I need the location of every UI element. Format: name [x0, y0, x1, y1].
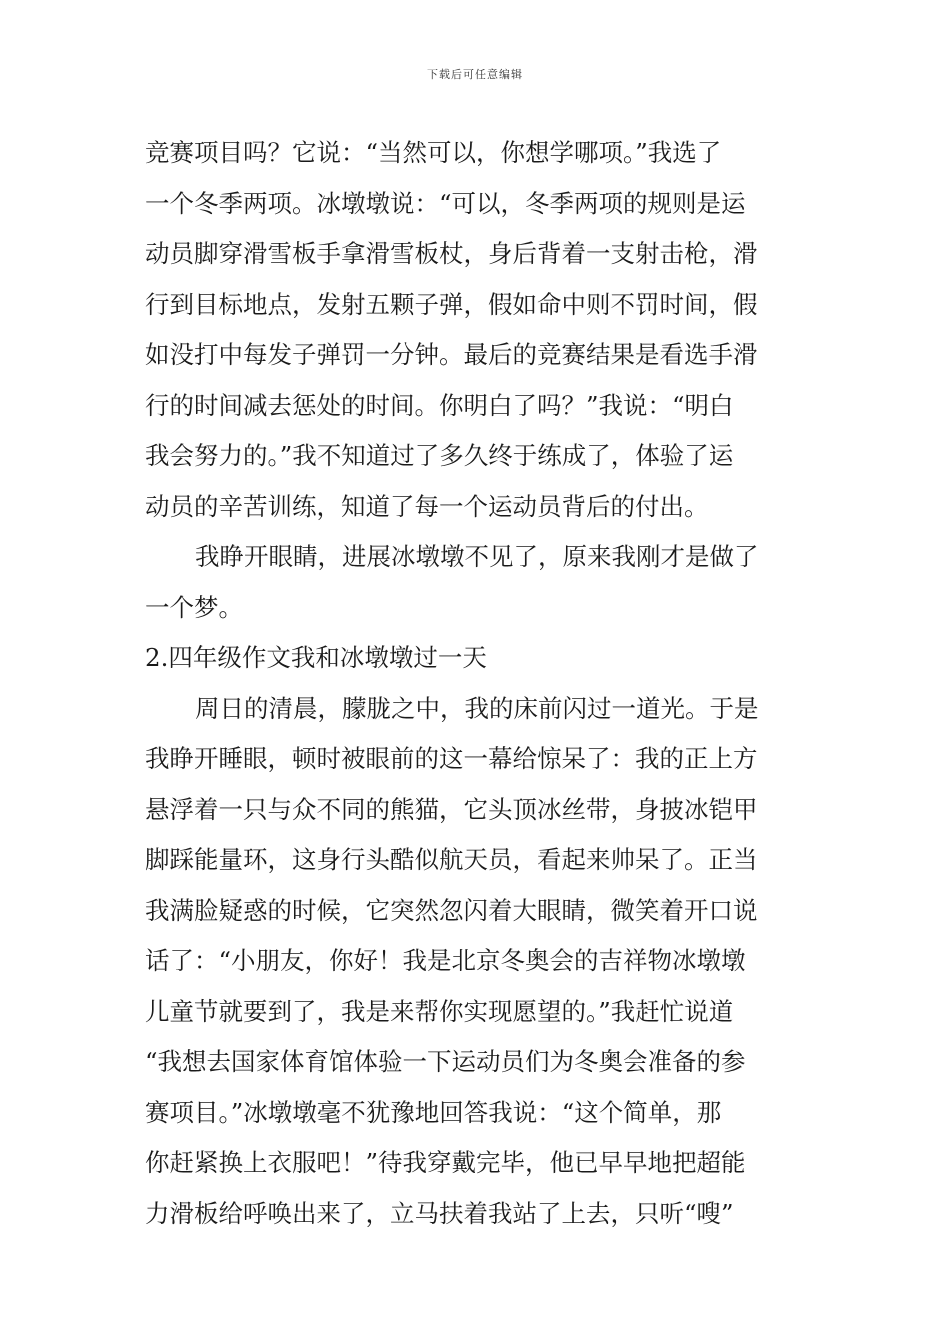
text-line: 你赶紧换上衣服吧！”待我穿戴完毕，他已早早地把超能: [145, 1148, 746, 1177]
text-line: 脚踩能量环，这身行头酷似航天员，看起来帅呆了。正当: [145, 845, 758, 874]
text-line: 如没打中每发子弹罚一分钟。最后的竞赛结果是看选手滑: [145, 340, 758, 369]
text-line: 动员的辛苦训练，知道了每一个运动员背后的付出。: [145, 491, 709, 521]
text-line: 赛项目。”冰墩墩毫不犹豫地回答我说：“这个简单，那: [145, 1097, 722, 1127]
text-line: 行的时间减去惩处的时间。你明白了吗？”我说：“明白: [145, 390, 734, 420]
text-line: 一个冬季两项。冰墩墩说：“可以，冬季两项的规则是运: [145, 188, 746, 218]
text-line: 我满脸疑惑的时候，它突然忽闪着大眼睛，微笑着开口说: [145, 895, 758, 925]
text-line: 我会努力的。”我不知道过了多久终于练成了，体验了运: [145, 441, 734, 470]
text-line: 行到目标地点，发射五颗子弹，假如命中则不罚时间，假: [145, 289, 758, 319]
text-line: 我睁开睡眼，顿时被眼前的这一幕给惊呆了：我的正上方: [145, 744, 758, 773]
text-line: 悬浮着一只与众不同的熊猫，它头顶冰丝带，身披冰铠甲: [145, 794, 758, 824]
section-heading: 2.四年级作文我和冰墩墩过一天: [145, 643, 487, 672]
header-note: 下载后可任意编辑: [427, 68, 523, 81]
paragraph-start-line: 周日的清晨，朦胧之中，我的床前闪过一道光。于是: [195, 693, 759, 723]
text-line: 竞赛项目吗？它说：“当然可以，你想学哪项。”我选了: [145, 138, 722, 167]
text-line: 力滑板给呼唤出来了，立马扶着我站了上去，只听“嗖”: [145, 1198, 734, 1228]
paragraph-start-line: 我睁开眼睛，进展冰墩墩不见了，原来我刚才是做了: [195, 542, 759, 571]
text-line: 一个梦。: [145, 592, 243, 622]
document-body: [145, 128, 810, 1239]
text-line: 动员脚穿滑雪板手拿滑雪板杖，身后背着一支射击枪，滑: [145, 239, 758, 268]
text-line: 话了：“小朋友，你好！我是北京冬奥会的吉祥物冰墩墩: [145, 946, 746, 975]
text-line: “我想去国家体育馆体验一下运动员们为冬奥会准备的参: [145, 1047, 746, 1076]
text-line: 儿童节就要到了，我是来帮你实现愿望的。”我赶忙说道: [145, 996, 734, 1026]
